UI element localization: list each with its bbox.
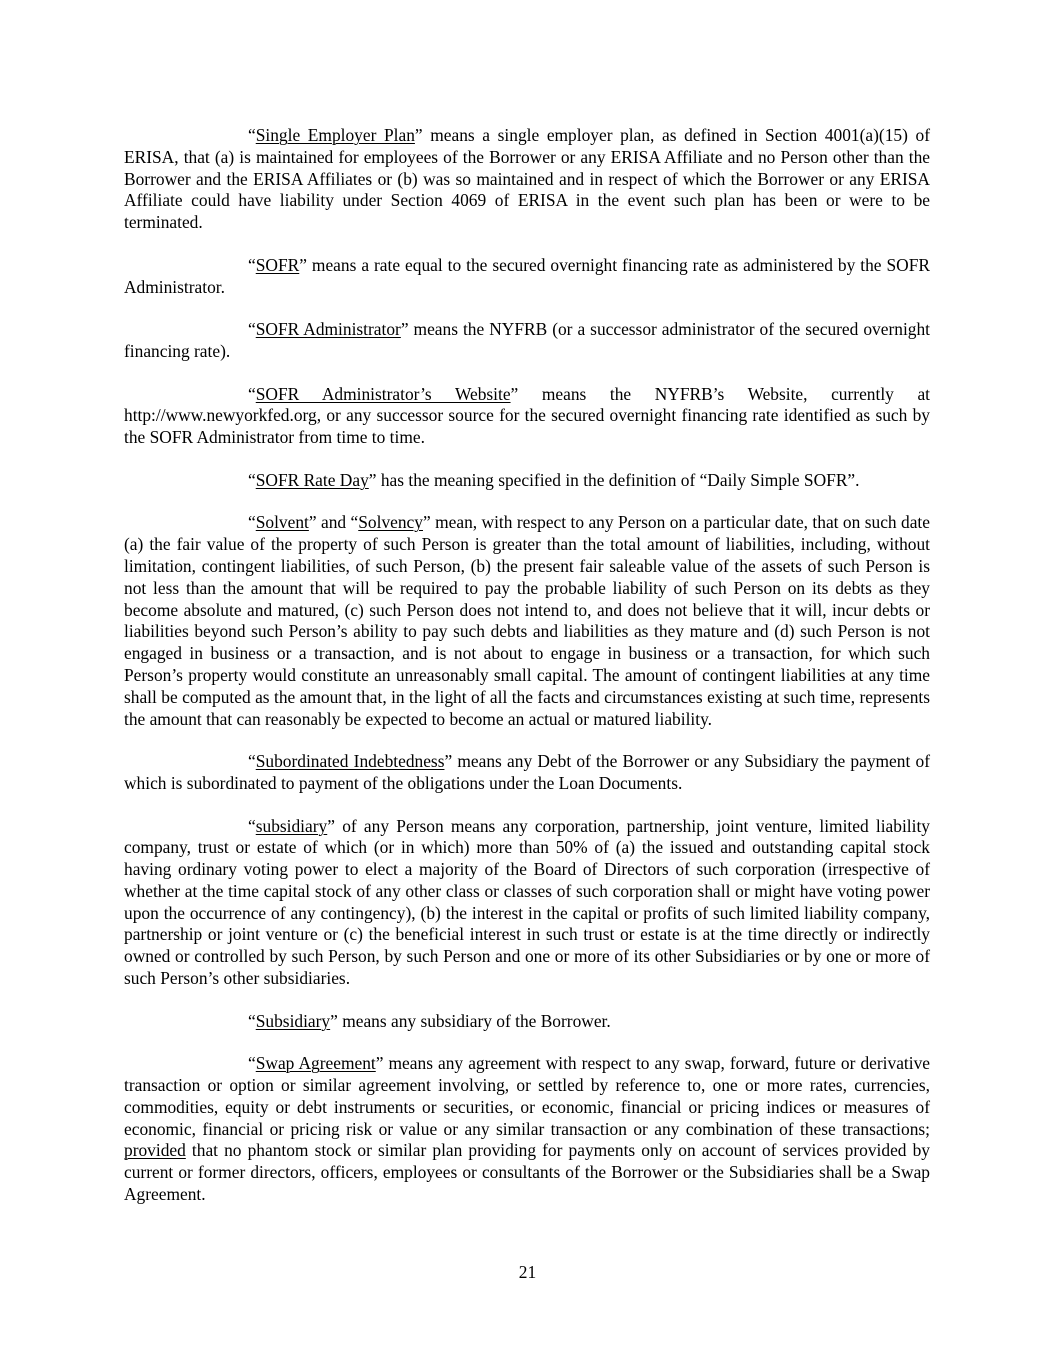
definition-text: ” means the NYFRB (or a successor administrator of the secured overnight financing rate). <box>124 319 930 361</box>
definition-text-continued: that no phantom stock or similar plan providing for payments only on account of services provided by current or former directors, officers, employees or consultants of the Borrower or the Subsidiaries shall be a Swap Agreement. <box>124 1140 930 1205</box>
definition-subsidiary-lowercase: “subsidiary” of any Person means any corporation, partnership, joint venture, limited liability company, trust or estate of which (or in which) more than 50% of (a) the issued and outstanding capital stock having ordinary voting power to elect a majority of the Board of Directors of such corporation (irrespective of whether at the time capital stock of any other class or classes of such corporation shall or might have voting power upon the occurrence of any contingency), (b) the interest in the capital or profits of such limited liability company, partnership or joint venture or (c) the beneficial interest in such trust or estate is at the time directly or indirectly owned or controlled by such Person, by such Person and one or more of its other Subsidiaries or by one or more of such Person’s other subsidiaries. <box>124 815 930 989</box>
definition-sofr-rate-day: “SOFR Rate Day” has the meaning specified in the definition of “Daily Simple SOFR”. <box>248 469 860 490</box>
definition-text: ” means any Debt of the Borrower or any Subsidiary the payment of which is subordinated to payment of the obligations under the Loan Documents. <box>124 751 930 793</box>
defined-term: SOFR Administrator <box>255 319 401 340</box>
page-number: 21 <box>518 1262 537 1282</box>
definition-subsidiary: “Subsidiary” means any subsidiary of the Borrower. <box>248 1010 611 1031</box>
defined-term: Swap Agreement <box>255 1053 376 1074</box>
definition-subordinated-indebtedness: “Subordinated Indebtedness” means any Debt of the Borrower or any Subsidiary the payment of which is subordinated to payment of the obligations under the Loan Documents. <box>124 751 930 793</box>
defined-term: Single Employer Plan <box>255 125 415 145</box>
underlined-word-provided: provided <box>124 1140 186 1161</box>
definition-sofr: “SOFR” means a rate equal to the secured overnight financing rate as administered by the SOFR Administrator. <box>124 254 930 297</box>
defined-term: subsidiary <box>255 815 328 836</box>
definition-text: ” means a rate equal to the secured overnight financing rate as administered by the SOFR Administrator. <box>124 254 930 297</box>
definition-connector: ” and “ <box>308 512 359 533</box>
definition-text: ” has the meaning specified in the definition of “Daily Simple SOFR”. <box>368 469 860 490</box>
definition-solvent: “Solvent” and “Solvency” mean, with respect to any Person on a particular date, that on such date (a) the fair value of the property of such Person is greater than the total amount of liabilities, including, without limitation, contingent liabilities, of such Person, (b) the present fair saleable value of the assets of such Person is not less than the amount that will be required to pay the probable liability of such Person on its debts as they become absolute and matured, (c) such Person does not intend to, and does not believe that it will, incur debts or liabilities beyond such Person’s ability to pay such debts and liabilities as they mature and (d) such Person is not engaged in business or a transaction, and is not about to engage in business or a transaction, for which such Person’s property would constitute an unreasonably small capital. The amount of contingent liabilities at any time shall be computed as the amount that, in the light of all the facts and circumstances existing at such time, represents the amount that can reasonably be expected to become an actual or matured liability. <box>124 512 930 729</box>
definition-text: ” mean, with respect to any Person on a particular date, that on such date (a) the fair value of the property of such Person is greater than the total amount of liabilities, including, without limitation, contingent liabilities, of such Person, (b) the present fair saleable value of the assets of such Person is not less than the amount that will be required to pay the probable liability of such Person on its debts as they become absolute and matured, (c) such Person does not intend to, and does not believe that it will, incur debts or liabilities beyond such Person’s ability to pay such debts and liabilities as they mature and (d) such Person is not engaged in business or a transaction, and is not about to engage in business or a transaction, for which such Person’s property would constitute an unreasonably small capital. The amount of contingent liabilities at any time shall be computed as the amount that, in the light of all the facts and circumstances existing at such time, represents the amount that can reasonably be expected to become an actual or matured liability. <box>124 512 930 729</box>
defined-term: SOFR Administrator’s Website <box>255 383 511 404</box>
defined-term: Solvent <box>255 512 309 533</box>
defined-term: SOFR Rate Day <box>255 469 369 490</box>
defined-term: SOFR <box>255 254 300 275</box>
definition-sofr-administrator: “SOFR Administrator” means the NYFRB (or a successor administrator of the secured overnight financing rate). <box>124 319 930 361</box>
definition-text: ” of any Person means any corporation, partnership, joint venture, limited liability company, trust or estate of which (or in which) more than 50% of (a) the issued and outstanding capital stock having ordinary voting power to elect a majority of the Board of Directors of such corporation (irrespective of whether at the time capital stock of any other class or classes of such corporation shall or might have voting power upon the occurrence of any contingency), (b) the interest in the capital or profits of such limited liability company, partnership or joint venture or (c) the beneficial interest in such trust or estate is at the time directly or indirectly owned or controlled by such Person, by such Person and one or more of its other Subsidiaries or by one or more of such Person’s other subsidiaries. <box>124 815 930 989</box>
definition-text: ” means a single employer plan, as defined in Section 4001(a)(15) of ERISA, that (a) is maintained for employees of the Borrower or any ERISA Affiliate and no Person other than the Borrower and the ERISA Affiliates or (b) was so maintained and in respect of which the Borrower or any ERISA Affiliate could have liability under Section 4069 of ERISA in the event such plan has been or were to be terminated. <box>124 125 930 233</box>
definition-swap-agreement: “Swap Agreement” means any agreement with respect to any swap, forward, future or derivative transaction or option or similar agreement involving, or settled by reference to, one or more rates, currencies, commodities, equity or debt instruments or securities, or economic, financial or pricing indices or measures of economic, financial or pricing risk or value or any similar transaction or any combination of these transactions; provided that no phantom stock or similar plan providing for payments only on account of services provided by current or former directors, officers, employees or consultants of the Borrower or the Subsidiaries shall be a Swap Agreement. <box>124 1053 930 1205</box>
definition-text: ” means the NYFRB’s Website, currently at http://www.newyorkfed.org, or any successor source for the secured overnight financing rate identified as such by the SOFR Administrator from time to time. <box>124 383 930 448</box>
document-body <box>124 125 930 1227</box>
definition-single-employer-plan: “Single Employer Plan” means a single employer plan, as defined in Section 4001(a)(15) of ERISA, that (a) is maintained for employees of the Borrower or any ERISA Affiliate and no Person other than the Borrower and the ERISA Affiliates or (b) was so maintained and in respect of which the Borrower or any ERISA Affiliate could have liability under Section 4069 of ERISA in the event such plan has been or were to be terminated. <box>124 125 930 233</box>
defined-term: Subsidiary <box>255 1010 331 1031</box>
defined-term-secondary: Solvency <box>358 512 423 533</box>
definition-text: ” means any agreement with respect to any swap, forward, future or derivative transaction or option or similar agreement involving, or settled by reference to, one or more rates, currencies, commodities, equity or debt instruments or securities, or economic, financial or pricing indices or measures of economic, financial or pricing risk or value or any similar transaction or any combination of these transactions; <box>124 1053 930 1139</box>
definition-text: ” means any subsidiary of the Borrower. <box>330 1010 611 1031</box>
defined-term: Subordinated Indebtedness <box>255 751 445 772</box>
definition-sofr-administrators-website: “SOFR Administrator’s Website” means the NYFRB’s Website, currently at http://www.newyorkfed.org, or any successor source for the secured overnight financing rate identified as such by the SOFR Administrator from time to time. <box>124 383 930 448</box>
